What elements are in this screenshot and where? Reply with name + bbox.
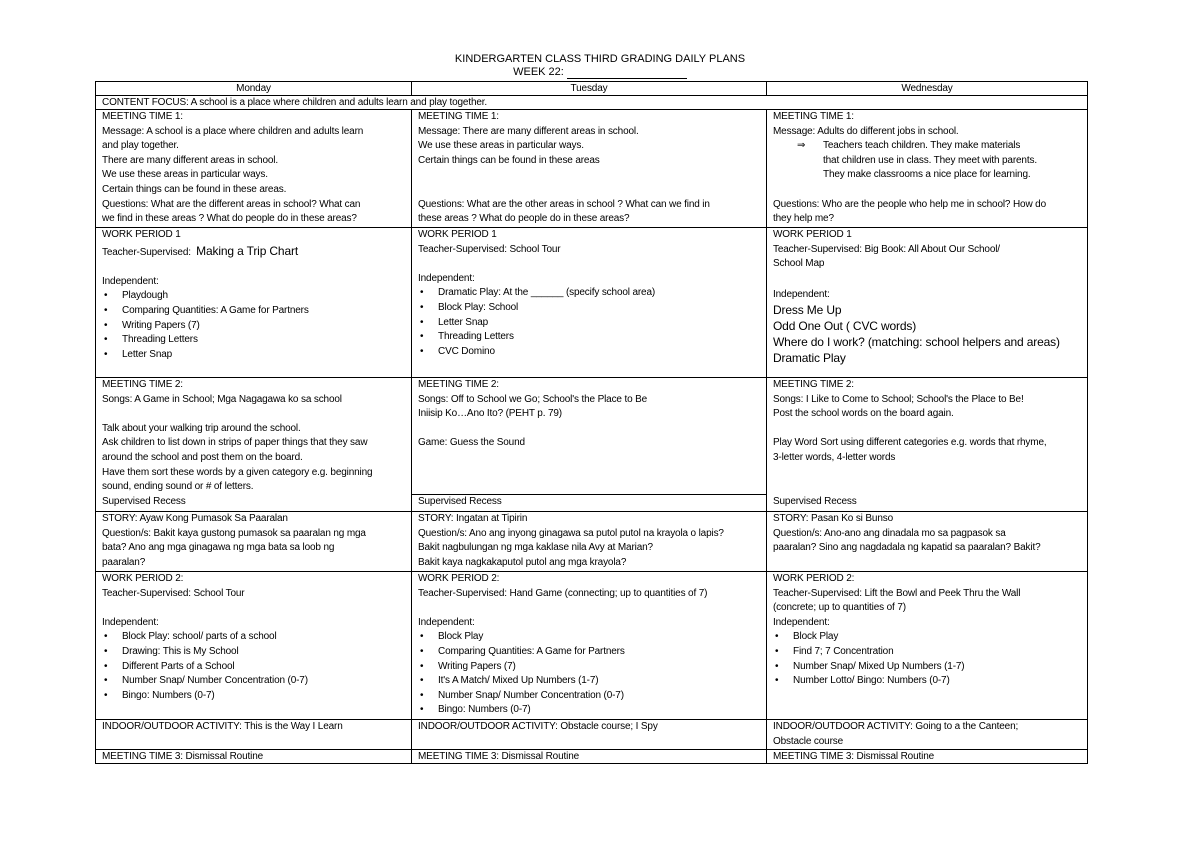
list-item: • Number Lotto/ Bingo: Numbers (0-7) <box>773 674 1083 689</box>
list-item: • Comparing Quantities: A Game for Partners <box>418 645 762 660</box>
work1-teacher-supervised: Teacher-Supervised: Big Book: All About Our School/ <box>773 243 1000 255</box>
week-label: WEEK 22: <box>0 66 1200 79</box>
meeting2-songs: Songs: I Like to Come to School; School's the Place to Be! <box>773 393 1024 405</box>
work1-independent-label: Independent: <box>102 275 159 287</box>
meeting1-heading: MEETING TIME 1: <box>102 111 183 122</box>
list-item: • Block Play <box>773 630 1083 645</box>
day-wednesday: Wednesday <box>767 82 1088 96</box>
list-item: • Drawing: This is My School <box>102 645 407 660</box>
work1-wednesday <box>767 228 1088 378</box>
meeting1-sub-line: They make classrooms a nice place for learning. <box>823 169 1031 181</box>
work2-teacher-supervised: Teacher-Supervised: Hand Game (connecting; up to quantities of 7) <box>418 587 708 599</box>
work1-tuesday <box>412 228 767 378</box>
meeting2-line: Ask children to list down in strips of paper things that they saw <box>102 437 368 449</box>
activity-wednesday: INDOOR/OUTDOOR ACTIVITY: Going to a the Canteen; Obstacle course <box>767 720 1088 750</box>
work1-heading: WORK PERIOD 1 <box>102 229 181 240</box>
work1-heading: WORK PERIOD 1 <box>418 229 497 240</box>
meeting2-heading: MEETING TIME 2: <box>773 379 854 390</box>
meeting1-questions-cont: they help me? <box>773 213 834 225</box>
meeting1-heading: MEETING TIME 1: <box>773 111 854 122</box>
story-question: bata? Ano ang mga ginagawa ng mga bata sa loob ng <box>102 542 335 554</box>
list-item: • Writing Papers (7) <box>102 319 407 334</box>
story-row <box>96 512 1088 572</box>
story-question: Bakit kaya nagkakaputol putol ang mga krayola? <box>418 556 627 568</box>
meeting2-play: Play Word Sort using different categories e.g. words that rhyme, <box>773 437 1047 449</box>
work1-teacher-supervised: Teacher-Supervised: Making a Trip Chart <box>102 243 298 258</box>
meeting2-line: sound, ending sound or # of letters. <box>102 481 254 493</box>
story-title: STORY: Ingatan at Tipirin <box>418 513 528 524</box>
page-title: KINDERGARTEN CLASS THIRD GRADING DAILY PLANS <box>454 53 746 65</box>
meeting2-heading: MEETING TIME 2: <box>418 379 499 390</box>
week-blank <box>567 68 687 79</box>
list-item: • Letter Snap <box>418 316 762 331</box>
meeting1-monday <box>96 110 412 228</box>
meeting1-sub-line: that children use in class. They meet with parents. <box>823 154 1037 166</box>
story-question: paaralan? Sino ang nagdadala ng kapatid sa paaralan? Bakit? <box>773 542 1041 554</box>
story-title: STORY: Ayaw Kong Pumasok Sa Paaralan <box>102 513 288 524</box>
meeting2-songs-cont: Iniisip Ko…Ano Ito? (PEHT p. 79) <box>418 408 562 420</box>
meeting-time-1-row <box>96 110 1088 228</box>
meeting1-wednesday <box>767 110 1088 228</box>
list-item: • Writing Papers (7) <box>418 660 762 675</box>
work2-wednesday <box>767 572 1088 720</box>
list-item: • Block Play <box>418 630 762 645</box>
story-question: paaralan? <box>102 556 146 568</box>
arrow-icon: ⇒ <box>797 140 806 152</box>
meeting1-line: We use these areas in particular ways. <box>418 140 584 152</box>
list-item: • Dramatic Play: At the ______ (specify school area) <box>418 286 762 301</box>
work2-tuesday <box>412 572 767 720</box>
meeting2-recess: Supervised Recess <box>773 495 857 507</box>
meeting2-game: Game: Guess the Sound <box>418 437 525 449</box>
meeting1-line: Certain things can be found in these areas. <box>102 183 287 195</box>
work-period-2-row <box>96 572 1088 720</box>
story-question: Question/s: Ano-ano ang dinadala mo sa pagpasok sa <box>773 527 1006 539</box>
work2-monday <box>96 572 412 720</box>
work2-heading: WORK PERIOD 2: <box>773 573 855 584</box>
activity-monday: INDOOR/OUTDOOR ACTIVITY: This is the Way I Learn <box>96 720 412 750</box>
meeting2-recess: Supervised Recess <box>102 495 186 507</box>
meeting1-line: We use these areas in particular ways. <box>102 169 268 181</box>
meeting2-songs: Songs: Off to School we Go; School's the Place to Be <box>418 393 648 405</box>
meeting2-line: around the school and post them on the board. <box>102 451 303 463</box>
work2-list <box>773 630 1083 688</box>
meeting1-questions-cont: these areas ? What do people do in these areas? <box>418 213 630 225</box>
day-monday: Monday <box>96 82 412 96</box>
list-item: • Threading Letters <box>102 333 407 348</box>
meeting1-line: Certain things can be found in these areas <box>418 154 600 166</box>
meeting2-wednesday <box>767 378 1088 512</box>
list-item: • It's A Match/ Mixed Up Numbers (1-7) <box>418 674 762 689</box>
meeting1-message: Message: There are many different areas in school. <box>418 125 639 137</box>
work2-independent-label: Independent: <box>102 616 159 628</box>
list-item: • Threading Letters <box>418 330 762 345</box>
story-question: Bakit nagbulungan ng mga kaklase nila Avy at Marian? <box>418 542 653 554</box>
meeting2-tuesday <box>412 378 767 512</box>
list-item: • Letter Snap <box>102 348 407 363</box>
story-monday <box>96 512 412 572</box>
meeting2-monday <box>96 378 412 512</box>
meeting1-questions: Questions: What are the different areas in school? What can <box>102 198 361 210</box>
work1-heading: WORK PERIOD 1 <box>773 229 852 240</box>
list-item: • Number Snap/ Number Concentration (0-7) <box>418 689 762 704</box>
list-item: • Playdough <box>102 289 407 304</box>
work1-teacher-supervised: Teacher-Supervised: School Tour <box>418 243 561 255</box>
content-focus: CONTENT FOCUS: A school is a place where children and adults learn and play together. <box>96 96 1088 110</box>
work2-independent-label: Independent: <box>773 616 830 628</box>
daily-plan-table <box>95 81 1088 764</box>
meeting1-tuesday <box>412 110 767 228</box>
work1-independent-label: Independent: <box>418 272 475 284</box>
story-tuesday <box>412 512 767 572</box>
work1-list <box>102 289 407 362</box>
meeting1-sub-item: ⇒ Teachers teach children. They make materials <box>773 139 1083 154</box>
list-item: • Block Play: school/ parts of a school <box>102 630 407 645</box>
meeting2-play-cont: 3-letter words, 4-letter words <box>773 451 896 463</box>
meeting2-songs-cont: Post the school words on the board again. <box>773 408 954 420</box>
work1-teacher-supervised-cont: School Map <box>773 258 825 270</box>
meeting-time-2-row <box>96 378 1088 512</box>
work2-teacher-supervised: Teacher-Supervised: Lift the Bowl and Peek Thru the Wall <box>773 587 1021 599</box>
list-item: • CVC Domino <box>418 345 762 360</box>
meeting2-songs: Songs: A Game in School; Mga Nagagawa ko sa school <box>102 393 342 405</box>
story-question: Question/s: Bakit kaya gustong pumasok sa paaralan ng mga <box>102 527 366 539</box>
meeting1-questions: Questions: What are the other areas in school ? What can we find in <box>418 198 710 210</box>
meeting3-tuesday: MEETING TIME 3: Dismissal Routine <box>412 750 767 764</box>
story-question: Question/s: Ano ang inyong ginagawa sa putol putol na krayola o lapis? <box>418 527 724 539</box>
work2-teacher-supervised: Teacher-Supervised: School Tour <box>102 587 245 599</box>
work2-list <box>418 630 762 718</box>
work2-independent-label: Independent: <box>418 616 475 628</box>
work1-monday <box>96 228 412 378</box>
meeting2-heading: MEETING TIME 2: <box>102 379 183 390</box>
story-title: STORY: Pasan Ko si Bunso <box>773 513 893 524</box>
list-item: • Number Snap/ Mixed Up Numbers (1-7) <box>773 660 1083 675</box>
work2-list <box>102 630 407 703</box>
list-item: • Bingo: Numbers (0-7) <box>418 703 762 718</box>
meeting1-heading: MEETING TIME 1: <box>418 111 499 122</box>
meeting2-line: Have them sort these words by a given category e.g. beginning <box>102 466 373 478</box>
work1-list <box>418 286 762 359</box>
meeting1-questions-cont: we find in these areas ? What do people do in these areas? <box>102 213 357 225</box>
meeting1-line: There are many different areas in school. <box>102 154 278 166</box>
meeting2-recess: Supervised Recess <box>412 494 766 510</box>
work1-item: Where do I work? (matching: school helpers and areas) <box>773 335 1060 350</box>
meeting1-message: Message: Adults do different jobs in school. <box>773 125 959 137</box>
day-tuesday: Tuesday <box>412 82 767 96</box>
list-item: • Find 7; 7 Concentration <box>773 645 1083 660</box>
work-period-1-row <box>96 228 1088 378</box>
work2-teacher-supervised-cont: (concrete; up to quantities of 7) <box>773 602 906 614</box>
list-item: • Different Parts of a School <box>102 660 407 675</box>
content-focus-row <box>96 96 1088 110</box>
work1-item: Dress Me Up <box>773 303 842 318</box>
work1-item: Dramatic Play <box>773 351 846 366</box>
meeting3-monday: MEETING TIME 3: Dismissal Routine <box>96 750 412 764</box>
work1-item: Odd One Out ( CVC words) <box>773 319 917 334</box>
activity-tuesday: INDOOR/OUTDOOR ACTIVITY: Obstacle course; I Spy <box>412 720 767 750</box>
activity-row <box>96 720 1088 750</box>
meeting1-questions: Questions: Who are the people who help me in school? How do <box>773 198 1046 210</box>
work1-independent-label: Independent: <box>773 288 830 300</box>
list-item: • Block Play: School <box>418 301 762 316</box>
day-header-row <box>96 82 1088 96</box>
list-item: • Bingo: Numbers (0-7) <box>102 689 407 704</box>
list-item: • Number Snap/ Number Concentration (0-7) <box>102 674 407 689</box>
story-wednesday <box>767 512 1088 572</box>
meeting1-message: Message: A school is a place where children and adults learn <box>102 125 364 137</box>
work2-heading: WORK PERIOD 2: <box>418 573 500 584</box>
work2-heading: WORK PERIOD 2: <box>102 573 184 584</box>
meeting3-wednesday: MEETING TIME 3: Dismissal Routine <box>767 750 1088 764</box>
list-item: • Comparing Quantities: A Game for Partners <box>102 304 407 319</box>
meeting2-line: Talk about your walking trip around the school. <box>102 422 301 434</box>
meeting-time-3-row <box>96 750 1088 764</box>
meeting1-message-cont: and play together. <box>102 140 179 152</box>
